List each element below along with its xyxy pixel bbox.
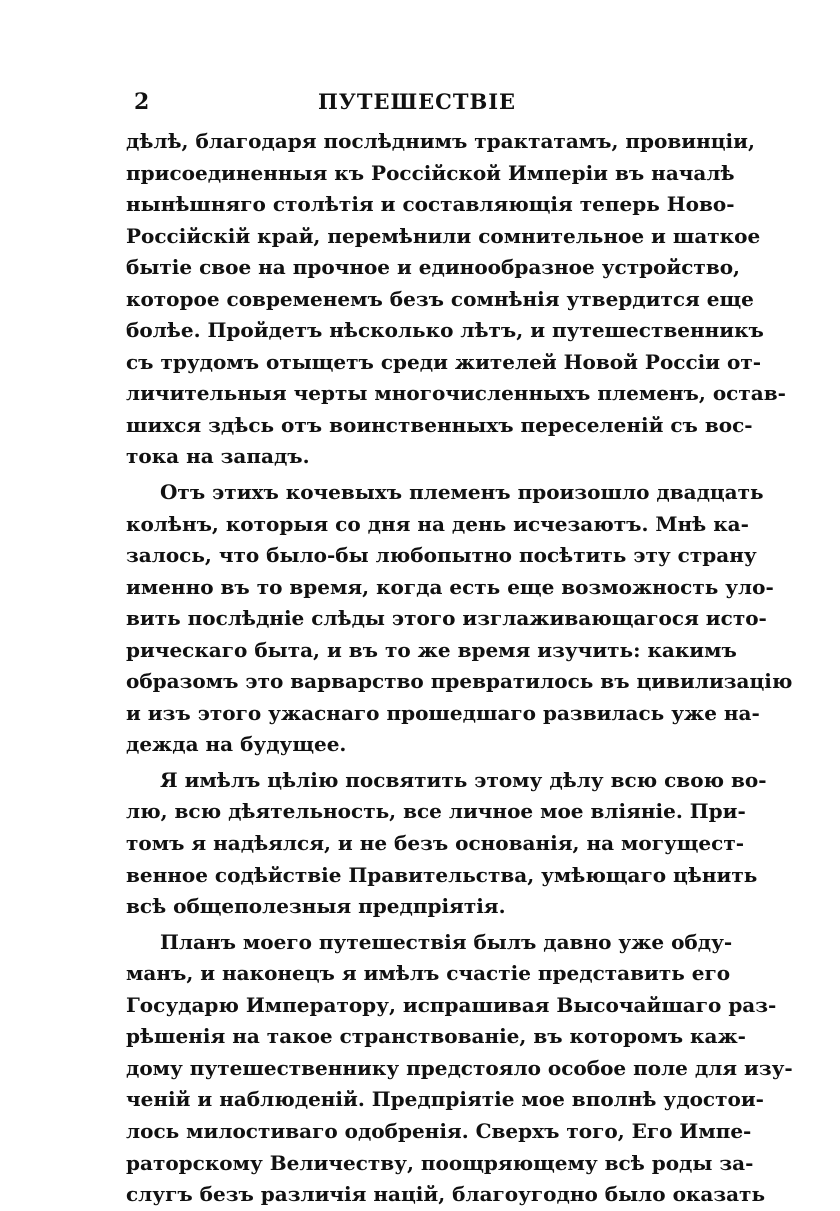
text-line: слугъ безъ различія націй, благоугодно было оказать [126,1182,766,1207]
text-line: лось милостиваго одобренія. Сверхъ того, Его Импе- [126,1118,752,1143]
text-line: венное содѣйствіе Правительства, умѣющаго цѣнить [126,862,758,887]
text-line: Государю Императору, испрашивая Высочайшаго раз- [126,992,777,1017]
text-line: тока на западъ. [126,444,310,469]
page-number: 2 [134,89,150,115]
text-line: дежда на будущее. [126,732,347,757]
body-text [126,126,793,1211]
text-line: съ трудомъ отыщетъ среди жителей Новой Россіи от- [126,349,762,374]
text-line: Я имѣлъ цѣлію посвятить этому дѣлу всю свою во- [160,767,767,792]
text-line: раторскому Величеству, поощряющему всѣ роды за- [126,1150,754,1175]
text-line: Планъ моего путешествія былъ давно уже обду- [160,929,733,954]
text-line: личительныя черты многочисленныхъ племенъ, остав- [126,381,786,406]
text-line: рическаго быта, и въ то же время изучить: какимъ [126,637,737,662]
text-line: которое современемъ безъ сомнѣнія утвердится еще [126,286,754,311]
text-line: рѣшенія на такое странствованіе, въ которомъ каж- [126,1024,746,1049]
paragraph-1 [126,126,786,473]
text-line: лю, всю дѣятельность, все личное мое вліяніе. При- [126,799,746,824]
text-line: дѣлѣ, благодаря послѣднимъ трактатамъ, провинціи, [126,129,755,153]
text-line: ченій и наблюденій. Предпріятіе мое вполнѣ удостои- [126,1087,764,1112]
text-line: залось, что было-бы любопытно посѣтить эту страну [126,543,757,568]
page-header [126,88,708,118]
text-line: нынѣшняго столѣтія и составляющія теперь Ново- [126,192,735,217]
text-line: Россійскій край, перемѣнили сомнительное и шаткое [126,223,761,248]
text-line: всѣ общеполезныя предпріятія. [126,894,506,919]
text-line: вить послѣдніе слѣды этого изглаживающагося исто- [126,606,767,631]
paragraph-3 [126,765,767,923]
text-line: шихся здѣсь отъ воинственныхъ переселеній съ вос- [126,412,753,437]
paragraph-2 [126,477,793,761]
text-line: Отъ этихъ кочевыхъ племенъ произошло двадцать [160,480,764,505]
text-line: образомъ это варварство превратилось въ цивилизацію [126,669,793,694]
running-title: ПУТЕШЕСТВІЕ [317,89,517,114]
text-line: присоединенныя къ Россійской Имперіи въ началѣ [126,160,735,185]
text-line: и изъ этого ужаснаго прошедшаго развилась уже на- [126,700,760,725]
text-line: болѣе. Пройдетъ нѣсколько лѣтъ, и путешественникъ [126,318,764,343]
text-line: колѣнъ, которыя со дня на день исчезаютъ. Мнѣ ка- [126,511,749,536]
text-line: бытіе свое на прочное и единообразное устройство, [126,255,741,280]
text-line: манъ, и наконецъ я имѣлъ счастіе представить его [126,961,731,986]
paragraph-4 [126,927,793,1211]
text-line: дому путешественнику предстояло особое поле для изу- [126,1055,793,1080]
text-line: именно въ то время, когда есть еще возможность уло- [126,574,774,599]
text-line: томъ я надѣялся, и не безъ основанія, на могущест- [126,831,745,856]
